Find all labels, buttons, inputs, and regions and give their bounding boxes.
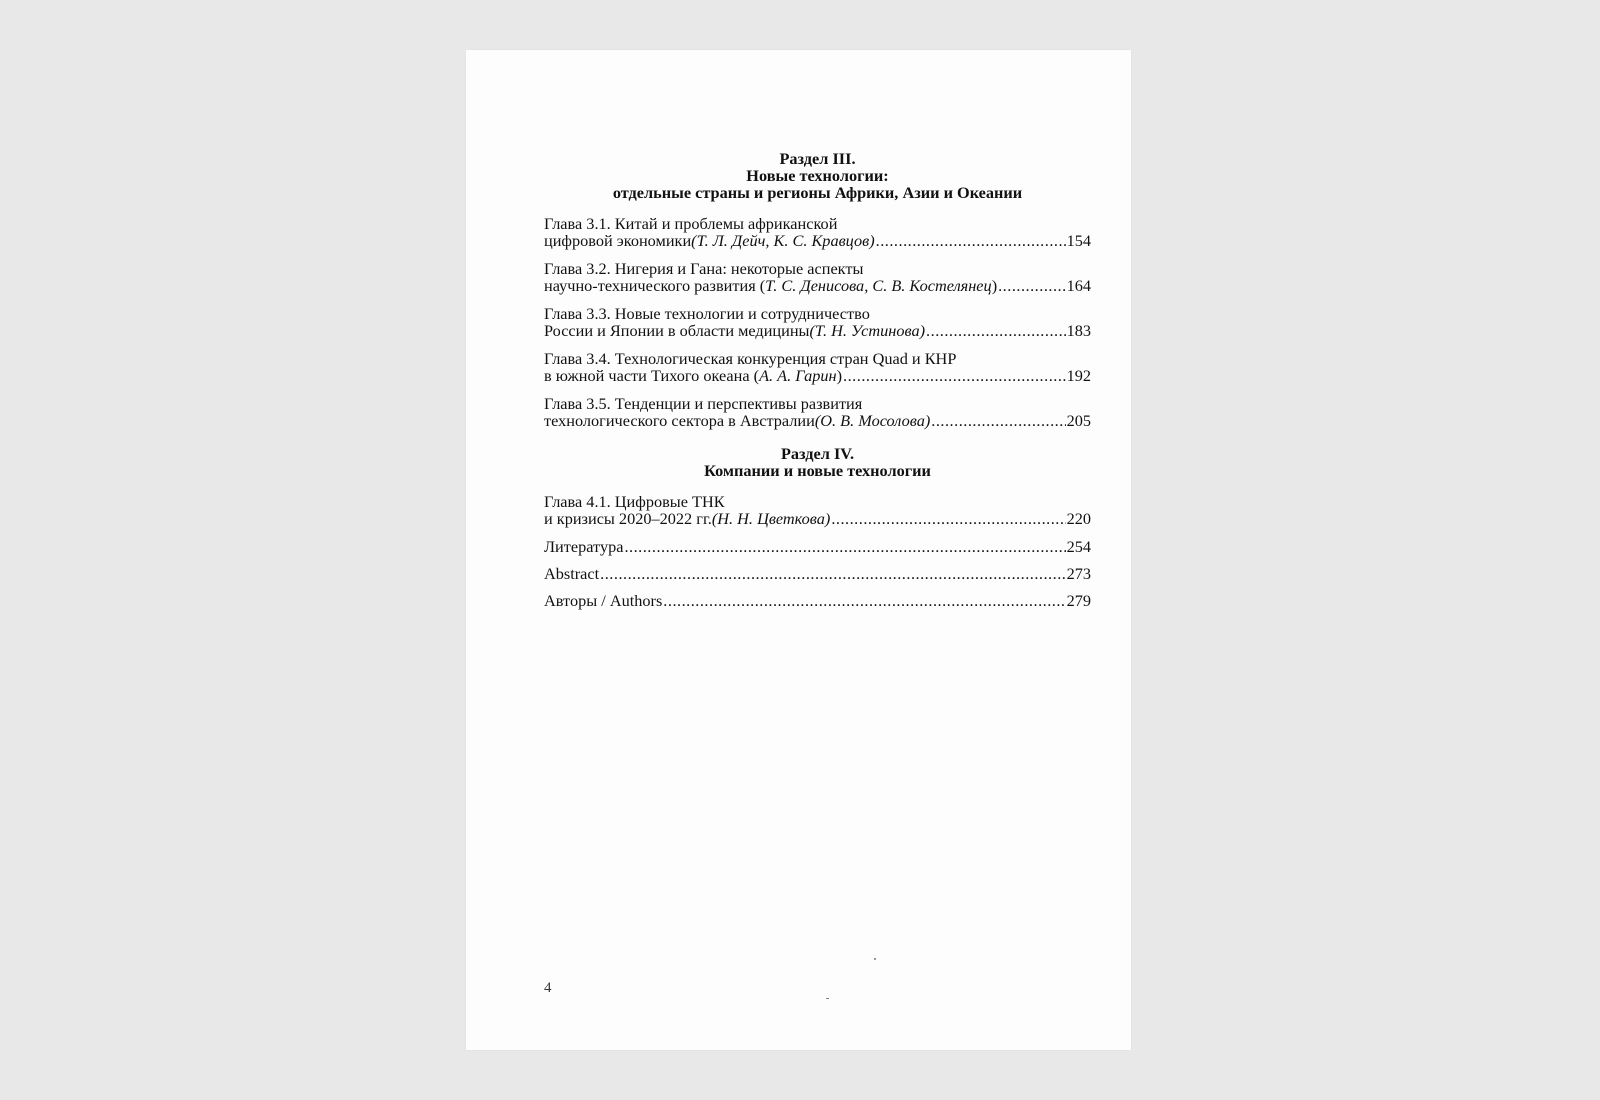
chapter-authors: Т. С. Денисова, С. В. Костелянец (765, 276, 992, 295)
leader-dots (931, 412, 1065, 429)
leader-dots (998, 277, 1065, 294)
chapter-title-end: ) (991, 276, 998, 295)
toc-entry-abstract (544, 565, 1091, 582)
table-of-contents (544, 150, 1091, 619)
page-number: 183 (1066, 321, 1091, 340)
page-number: 154 (1066, 231, 1091, 250)
chapter-title-cont: России и Японии в области медицины (544, 321, 810, 340)
entry-title: Abstract (544, 564, 600, 583)
page-number: 279 (1066, 591, 1091, 610)
leader-dots (663, 592, 1065, 609)
section-4-title: Компании и новые технологии (704, 461, 931, 480)
chapter-authors: А. А. Гарин (759, 366, 837, 385)
page-number: 273 (1066, 564, 1091, 583)
section-3-subtitle: отдельные страны и регионы Африки, Азии и Океании (612, 183, 1023, 202)
leader-dots (876, 232, 1066, 249)
leader-dots (843, 367, 1066, 384)
page-number: 192 (1066, 366, 1091, 385)
chapter-title-cont: и кризисы 2020–2022 гг. (544, 509, 712, 528)
leader-dots (600, 565, 1065, 582)
toc-entry (544, 215, 1091, 249)
entry-title: Литература (544, 537, 624, 556)
chapter-title-cont: научно-технического развития ( (544, 276, 766, 295)
chapter-title: Глава 3.5. Тенденции и перспективы развития (544, 394, 863, 413)
chapter-title-cont: цифровой экономики (544, 231, 692, 250)
toc-entry (544, 260, 1091, 294)
chapter-authors: (Н. Н. Цветкова) (711, 509, 831, 528)
dust-speck (826, 998, 829, 999)
chapter-authors: (Т. Н. Устинова) (809, 321, 926, 340)
leader-dots (926, 322, 1066, 339)
chapter-authors: (Т. Л. Дейч, К. С. Кравцов) (691, 231, 875, 250)
chapter-title-end: ) (836, 366, 843, 385)
section-4-number: Раздел IV. (780, 444, 855, 463)
leader-dots (624, 538, 1065, 555)
folio-page-number: 4 (544, 980, 552, 996)
toc-entry-authors (544, 592, 1091, 609)
dust-speck (874, 958, 876, 960)
section-3-title: Новые технологии: (746, 166, 889, 185)
chapter-title: Глава 4.1. Цифровые ТНК (544, 492, 725, 511)
section-3-heading (544, 150, 1091, 201)
entry-title: Авторы / Authors (544, 591, 663, 610)
toc-entry (544, 493, 1091, 527)
chapter-title: Глава 3.4. Технологическая конкуренция стран Quad и КНР (544, 349, 957, 368)
chapter-authors: (О. В. Мосолова) (814, 411, 931, 430)
book-page (466, 50, 1131, 1050)
chapter-title-cont: в южной части Тихого океана ( (544, 366, 760, 385)
chapter-title: Глава 3.2. Нигерия и Гана: некоторые аспекты (544, 259, 864, 278)
section-4-heading (544, 445, 1091, 479)
page-number: 220 (1066, 509, 1091, 528)
toc-entry (544, 395, 1091, 429)
page-number: 205 (1066, 411, 1091, 430)
leader-dots (831, 510, 1065, 527)
toc-entry (544, 350, 1091, 384)
page-number: 164 (1066, 276, 1091, 295)
section-3-number: Раздел III. (779, 149, 856, 168)
toc-entry-literature (544, 538, 1091, 555)
page-number: 254 (1066, 537, 1091, 556)
chapter-title: Глава 3.1. Китай и проблемы африканской (544, 214, 838, 233)
chapter-title-cont: технологического сектора в Австралии (544, 411, 815, 430)
chapter-title: Глава 3.3. Новые технологии и сотрудничество (544, 304, 870, 323)
toc-entry (544, 305, 1091, 339)
